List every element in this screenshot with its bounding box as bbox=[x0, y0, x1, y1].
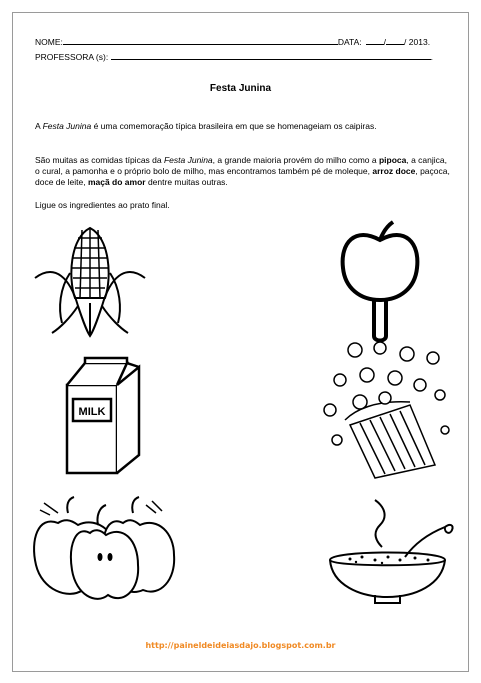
foods-text-1: São muitas as comidas típicas da bbox=[35, 155, 164, 165]
milk-label: MILK bbox=[78, 406, 106, 418]
date-sep-1: / bbox=[383, 37, 387, 47]
intro-text-a: A bbox=[35, 121, 43, 131]
teacher-label: PROFESSORA (s): bbox=[35, 52, 109, 62]
foods-bold-pipoca: pipoca bbox=[378, 155, 407, 165]
foods-bold-maca: maçã do amor bbox=[87, 177, 146, 187]
name-line bbox=[35, 36, 430, 47]
foods-text-5: dentre muitas outras. bbox=[145, 177, 228, 187]
foods-bold-arroz: arroz doce bbox=[372, 166, 416, 176]
milk-carton-icon[interactable] bbox=[55, 355, 150, 480]
rice-pudding-bowl-icon[interactable] bbox=[320, 495, 455, 605]
year-text: 2013. bbox=[408, 37, 431, 47]
name-blank[interactable] bbox=[63, 36, 338, 45]
teacher-blank[interactable] bbox=[111, 51, 431, 60]
teacher-line bbox=[35, 51, 433, 62]
candy-apple-icon[interactable] bbox=[325, 218, 435, 343]
name-label: NOME: bbox=[35, 37, 63, 47]
foods-paragraph bbox=[35, 155, 450, 188]
foods-text-4: , paçoca, doce de leite, bbox=[35, 166, 450, 187]
intro-emphasis: Festa Junina bbox=[42, 121, 92, 131]
corn-icon[interactable] bbox=[30, 218, 150, 338]
intro-text-rest: é uma comemoração típica brasileira em que se homenageiam os caipiras. bbox=[91, 121, 377, 131]
foods-text-3: , a canjica, o cural, a pamonha e o próprio bolo de milho, mas encontramos também pé de moleque, bbox=[35, 155, 448, 176]
instruction-text: Ligue os ingredientes ao prato final. bbox=[35, 200, 170, 210]
foods-text-2: , a grande maioria provém do milho como a bbox=[212, 155, 379, 165]
foods-emphasis: Festa Junina bbox=[163, 155, 213, 165]
day-blank[interactable] bbox=[366, 36, 387, 47]
popcorn-icon[interactable] bbox=[315, 340, 455, 480]
teacher-end: . bbox=[430, 52, 433, 62]
date-sep-2: / bbox=[404, 37, 407, 47]
date-label: DATA: bbox=[337, 37, 362, 47]
apples-icon[interactable] bbox=[28, 495, 178, 605]
intro-paragraph bbox=[35, 121, 450, 132]
month-blank[interactable] bbox=[383, 36, 407, 47]
footer-url[interactable]: http://paineldeideiasdajo.blogspot.com.br bbox=[145, 641, 336, 650]
page-title: Festa Junina bbox=[209, 83, 272, 94]
